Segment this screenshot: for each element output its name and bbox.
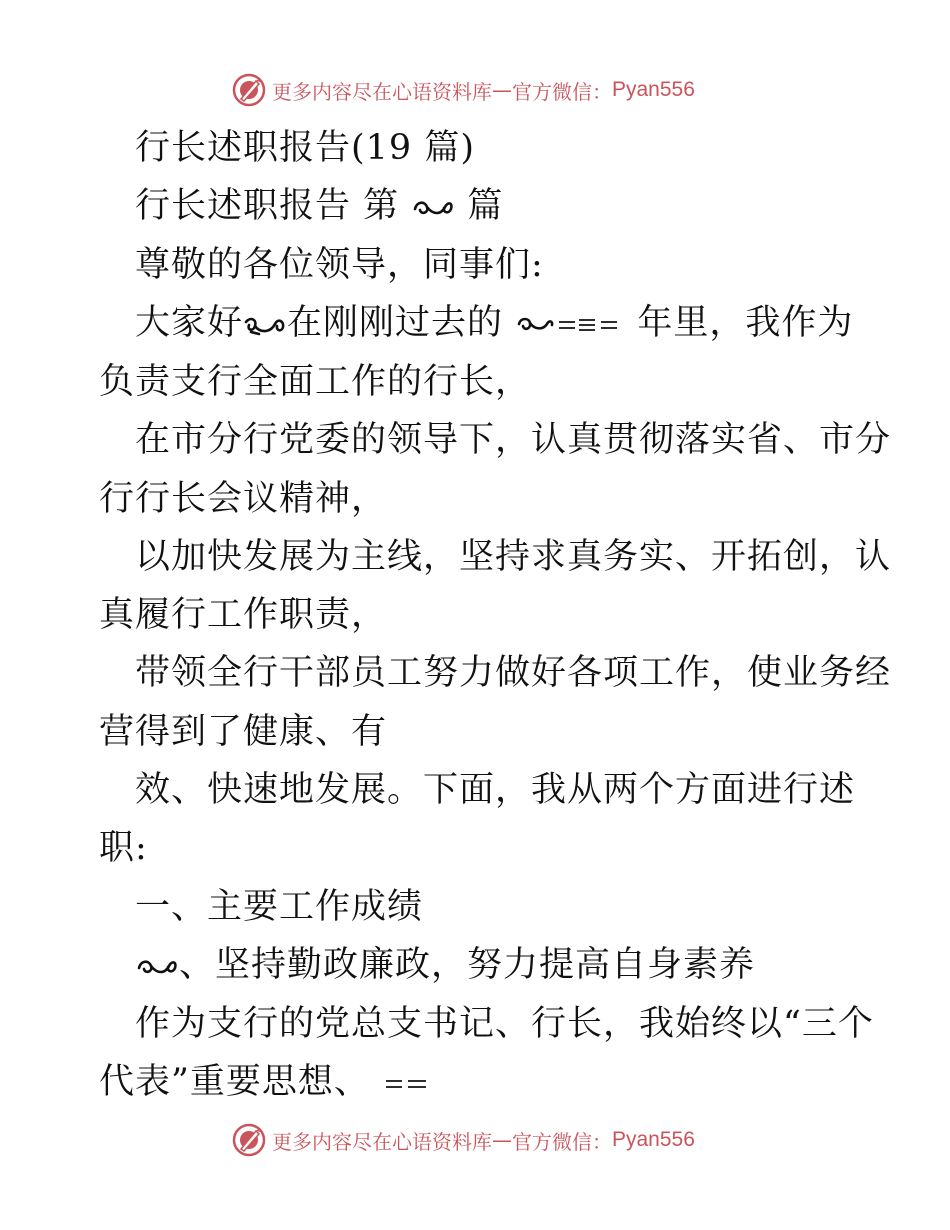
watermark-account: Pyan556 [612, 78, 695, 101]
pen-logo-icon [232, 73, 266, 107]
watermark-separator: — [492, 78, 512, 102]
document-title: 行长述职报告(19 篇) [135, 128, 475, 168]
p1-text-a: 大家好 [135, 303, 244, 343]
ornament-glyph-icon [243, 312, 287, 338]
ornament-glyph-icon [382, 1071, 434, 1097]
ornament-glyph-icon [515, 312, 625, 338]
paragraph-4-line-1: 带领全行干部员工努力做好各项工作，使业务经 [135, 653, 892, 693]
watermark-channel-text: 官方微信： [512, 1129, 612, 1154]
paragraph-2-line-1: 在市分行党委的领导下，认真贯彻落实省、市分 [135, 420, 892, 460]
ornament-glyph-icon [411, 195, 455, 221]
watermark-brand-text: 更多内容尽在心语资料库 [272, 1129, 492, 1154]
watermark-brand-text: 更多内容尽在心语资料库 [272, 79, 492, 104]
subheading-1-text: 、坚持勤政廉政，努力提高自身素养 [179, 945, 756, 985]
pen-logo-icon [232, 1123, 266, 1157]
heading-main-achievements: 一、主要工作成绩 [135, 887, 424, 927]
paragraph-4-line-2: 营得到了健康、有 [99, 712, 388, 752]
section-heading [135, 184, 503, 228]
paragraph-2-line-2: 行行长会议精神， [99, 479, 388, 519]
watermark-header [232, 72, 695, 108]
paragraph-5-line-1: 效、快速地发展。下面，我从两个方面进行述 [135, 770, 856, 810]
section-heading-prefix: 行长述职报告 第 [135, 186, 400, 226]
paragraph-6-line-1: 作为支行的党总支书记、行长，我始终以“三个 [135, 1004, 874, 1044]
p1-text-b: 在刚刚过去的 [287, 303, 504, 343]
p1-text-c: 年里，我作为 [637, 303, 854, 343]
section-heading-suffix: 篇 [467, 186, 504, 226]
paragraph-1-line-2: 负责支行全面工作的行长， [99, 362, 532, 402]
watermark-separator: — [492, 1128, 512, 1152]
paragraph-1-line-1 [135, 301, 853, 345]
paragraph-6-line-2 [99, 1060, 434, 1104]
paragraph-5-line-2: 职: [99, 828, 148, 868]
ornament-glyph-icon [135, 954, 179, 980]
watermark-account: Pyan556 [612, 1128, 695, 1151]
p6-line-2-text: 代表”重要思想、 [99, 1062, 370, 1102]
watermark-channel-text: 官方微信： [512, 79, 612, 104]
salutation: 尊敬的各位领导，同事们: [135, 245, 544, 285]
subheading-1 [135, 943, 755, 987]
paragraph-3-line-1: 以加快发展为主线，坚持求真务实、开拓创，认 [135, 537, 892, 577]
watermark-footer [232, 1122, 695, 1158]
paragraph-3-line-2: 真履行工作职责， [99, 595, 388, 635]
